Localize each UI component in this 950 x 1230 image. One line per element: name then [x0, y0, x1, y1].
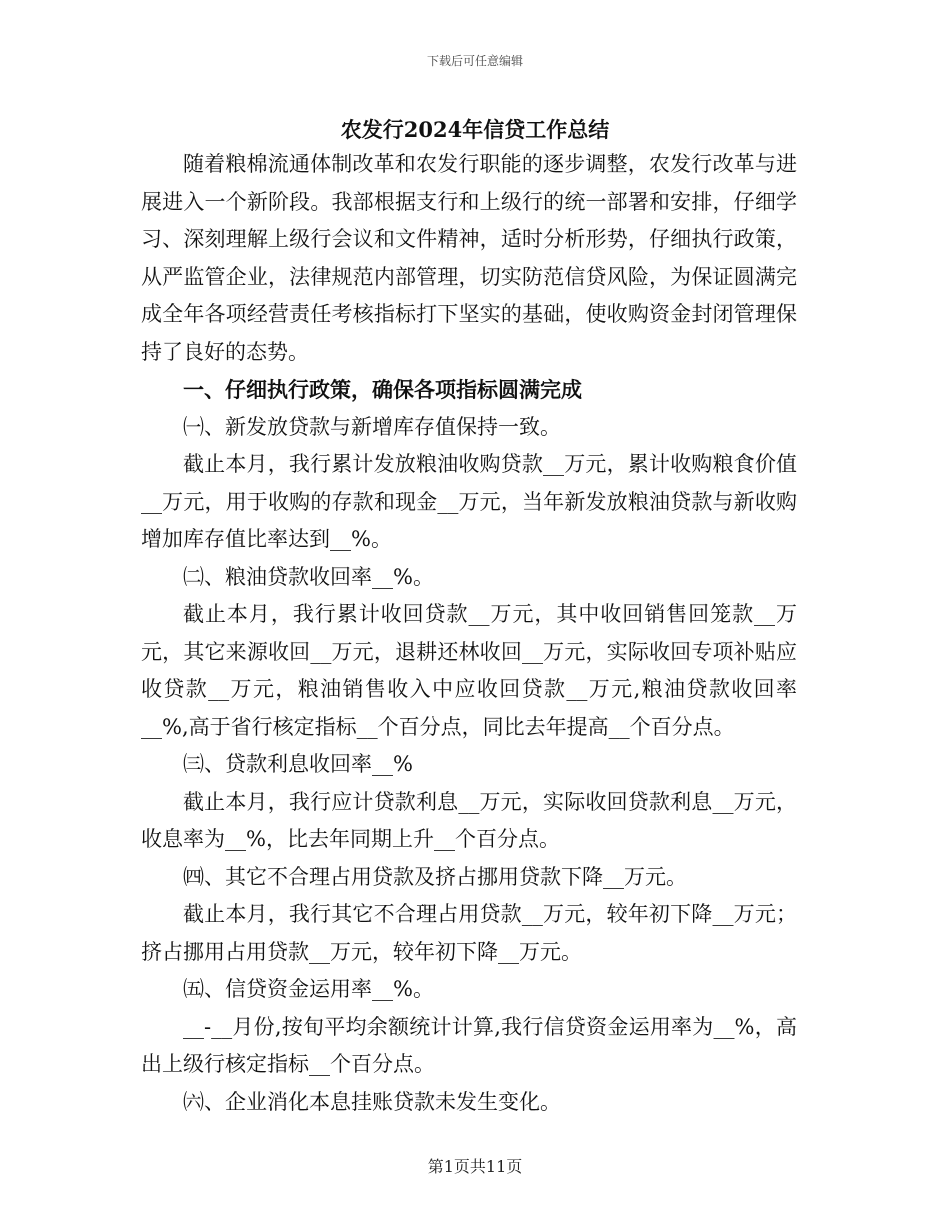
subheading-6: ㈥、企业消化本息挂账贷款未发生变化。	[183, 1089, 561, 1114]
section-heading-1: 一、仔细执行政策，确保各项指标圆满完成	[183, 377, 582, 402]
intro-paragraph: 随着粮棉流通体制改革和农发行职能的逐步调整，农发行改革与进展进入一个新阶段。我部根据支行和上级行的统一部署和安排，仔细学习、深刻理解上级行会议和文件精神，适时分析形势，仔细执行政策，从严监管企业，法律规范内部管理，切实防范信贷风险，为保证圆满完成全年各项经营责任考核指标打下坚实的基础，使收购资金封闭管理保持了良好的态势。	[141, 152, 797, 364]
subheading-3: ㈢、贷款利息收回率__%	[183, 752, 413, 776]
subheading-1: ㈠、新发放贷款与新增库存值保持一致。	[183, 414, 561, 439]
subheading-5: ㈤、信贷资金运用率__%。	[183, 977, 434, 1001]
subheading-4: ㈣、其它不合理占用贷款及挤占挪用贷款下降__万元。	[183, 864, 687, 889]
document-title: 农发行2024年信贷工作总结	[340, 117, 610, 142]
paragraph-2: 截止本月，我行累计收回贷款__万元，其中收回销售回笼款__万元，其它来源收回__万元，退耕还林收回__万元，实际收回专项补贴应收贷款__万元，粮油销售收入中应收回贷款__万元,粮油贷款收回率__%,高于省行核定指标__个百分点，同比去年提高__个百分点。	[141, 602, 797, 739]
document-body	[141, 146, 797, 1121]
page-footer: 第1页共11页	[427, 1157, 523, 1176]
paragraph-4: 截止本月，我行其它不合理占用贷款__万元，较年初下降__万元；挤占挪用占用贷款__万元，较年初下降__万元。	[141, 902, 797, 964]
page-header: 下载后可任意编辑	[426, 54, 523, 68]
subheading-2: ㈡、粮油贷款收回率__%。	[183, 564, 434, 589]
paragraph-1: 截止本月，我行累计发放粮油收购贷款__万元，累计收购粮食价值__万元，用于收购的存款和现金__万元，当年新发放粮油贷款与新收购增加库存值比率达到__%。	[141, 452, 797, 551]
paragraph-3: 截止本月，我行应计贷款利息__万元，实际收回贷款利息__万元，收息率为__%，比去年同期上升__个百分点。	[141, 789, 797, 851]
paragraph-5: __-__月份,按旬平均余额统计计算,我行信贷资金运用率为__%，高出上级行核定指标__个百分点。	[141, 1014, 797, 1076]
